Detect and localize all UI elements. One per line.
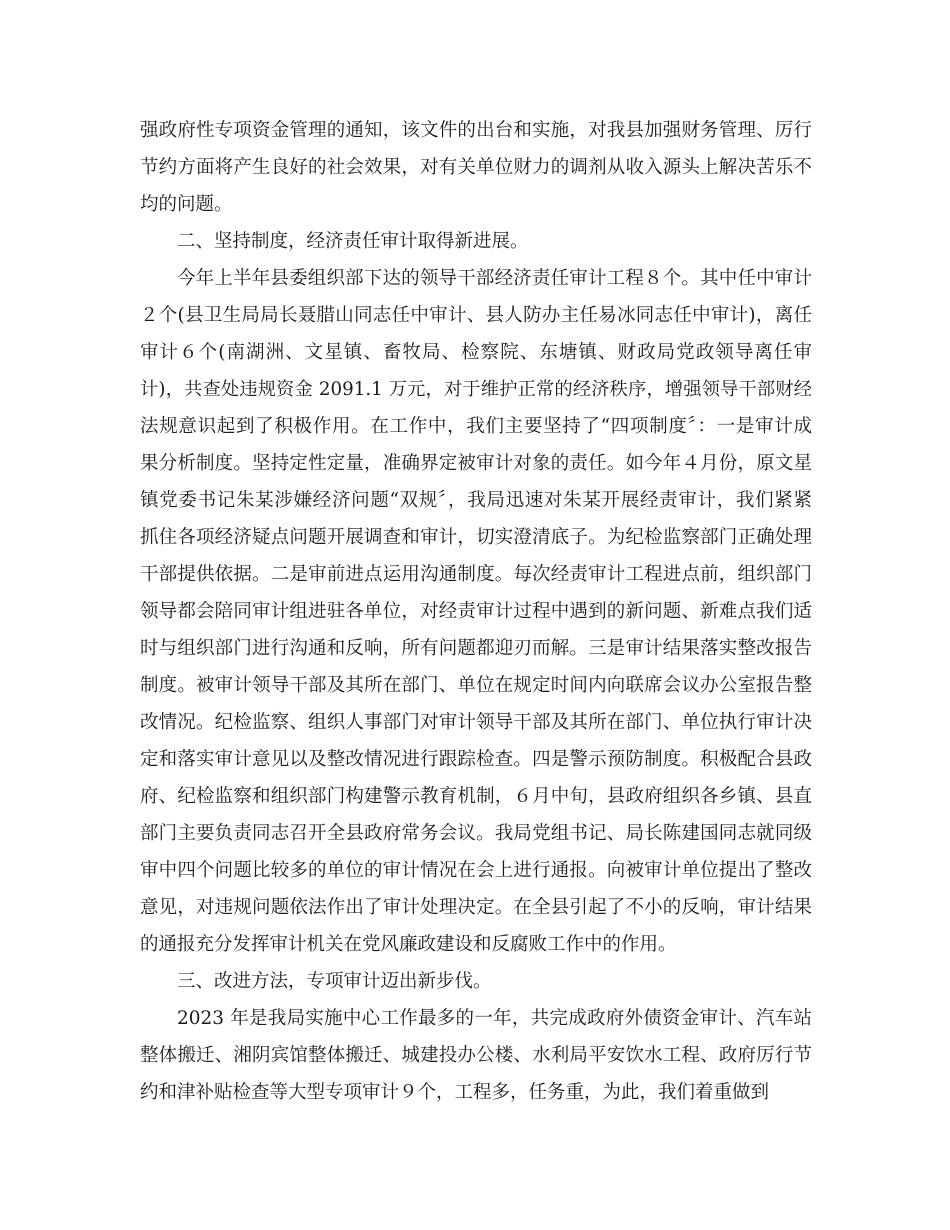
text-line: 强政府性专项资金管理的通知，该文件的出台和实施，对我县加强财务管理、厉行 (140, 120, 812, 141)
text-line: 均的问题。 (140, 194, 233, 215)
section-heading-2 (140, 223, 812, 260)
text-line: 2023 年是我局实施中心工作最多的一年，共完成政府外债资金审计、汽车站 (177, 1008, 812, 1029)
text-line: 时与组织部门进行沟通和反响，所有问题都迎刃而解。三是审计结果落实整改报告 (140, 638, 812, 659)
text-line: 法规意识起到了积极作用。在工作中，我们主要坚持了“四项制度〞：一是审计成 (140, 416, 812, 437)
text-line: 的通报充分发挥审计机关在党风廉政建设和反腐败工作中的作用。 (140, 934, 677, 955)
text-line: 定和落实审计意见以及整改情况进行跟踪检查。四是警示预防制度。积极配合县政 (140, 749, 812, 770)
text-line: 领导都会陪同审计组进驻各单位，对经责审计过程中遇到的新问题、新难点我们适 (140, 601, 812, 622)
text-line: 今年上半年县委组织部下达的领导干部经济责任审计工程８个。其中任中审计 (177, 268, 812, 289)
section-heading-3 (140, 963, 812, 1000)
paragraph-continuation (140, 112, 812, 223)
text-line: 改情况。纪检监察、组织人事部门对审计领导干部及其所在部门、单位执行审计决 (140, 712, 812, 733)
text-line: 约和津补贴检查等大型专项审计９个，工程多，任务重，为此，我们着重做到 (140, 1082, 770, 1103)
text-line: 镇党委书记朱某涉嫌经济问题“双规〞，我局迅速对朱某开展经责审计，我们紧紧 (140, 490, 812, 511)
paragraph-economic-audit (140, 260, 812, 963)
heading-text: 二、坚持制度，经济责任审计取得新进展。 (177, 231, 529, 252)
text-line: 抓住各项经济疑点问题开展调查和审计，切实澄清底子。为纪检监察部门正确处理 (140, 527, 812, 548)
text-line: ２个(县卫生局局长聂腊山同志任中审计、县人防办主任易冰同志任中审计)，离任 (140, 305, 812, 326)
text-line: 节约方面将产生良好的社会效果，对有关单位财力的调剂从收入源头上解决苦乐不 (140, 157, 812, 178)
text-line: 部门主要负责同志召开全县政府常务会议。我局党组书记、局长陈建国同志就同级 (140, 823, 812, 844)
text-line: 计)，共查处违规资金 2091.1 万元，对于维护正常的经济秩序，增强领导干部财经 (140, 379, 812, 400)
text-line: 整体搬迁、湘阴宾馆整体搬迁、城建投办公楼、水利局平安饮水工程、政府厉行节 (140, 1045, 812, 1066)
text-line: 审计６个(南湖洲、文星镇、畜牧局、检察院、东塘镇、财政局党政领导离任审 (140, 342, 812, 363)
paragraph-special-audit (140, 1000, 812, 1111)
document-body (140, 112, 812, 1111)
heading-text: 三、改进方法，专项审计迈出新步伐。 (177, 971, 492, 992)
text-line: 府、纪检监察和组织部门构建警示教育机制，６月中旬，县政府组织各乡镇、县直 (140, 786, 812, 807)
text-line: 审中四个问题比较多的单位的审计情况在会上进行通报。向被审计单位提出了整改 (140, 860, 812, 881)
text-line: 果分析制度。坚持定性定量，准确界定被审计对象的责任。如今年４月份，原文星 (140, 453, 812, 474)
text-line: 干部提供依据。二是审前进点运用沟通制度。每次经责审计工程进点前，组织部门 (140, 564, 812, 585)
text-line: 制度。被审计领导干部及其所在部门、单位在规定时间内向联席会议办公室报告整 (140, 675, 812, 696)
text-line: 意见，对违规问题依法作出了审计处理决定。在全县引起了不小的反响，审计结果 (140, 897, 812, 918)
